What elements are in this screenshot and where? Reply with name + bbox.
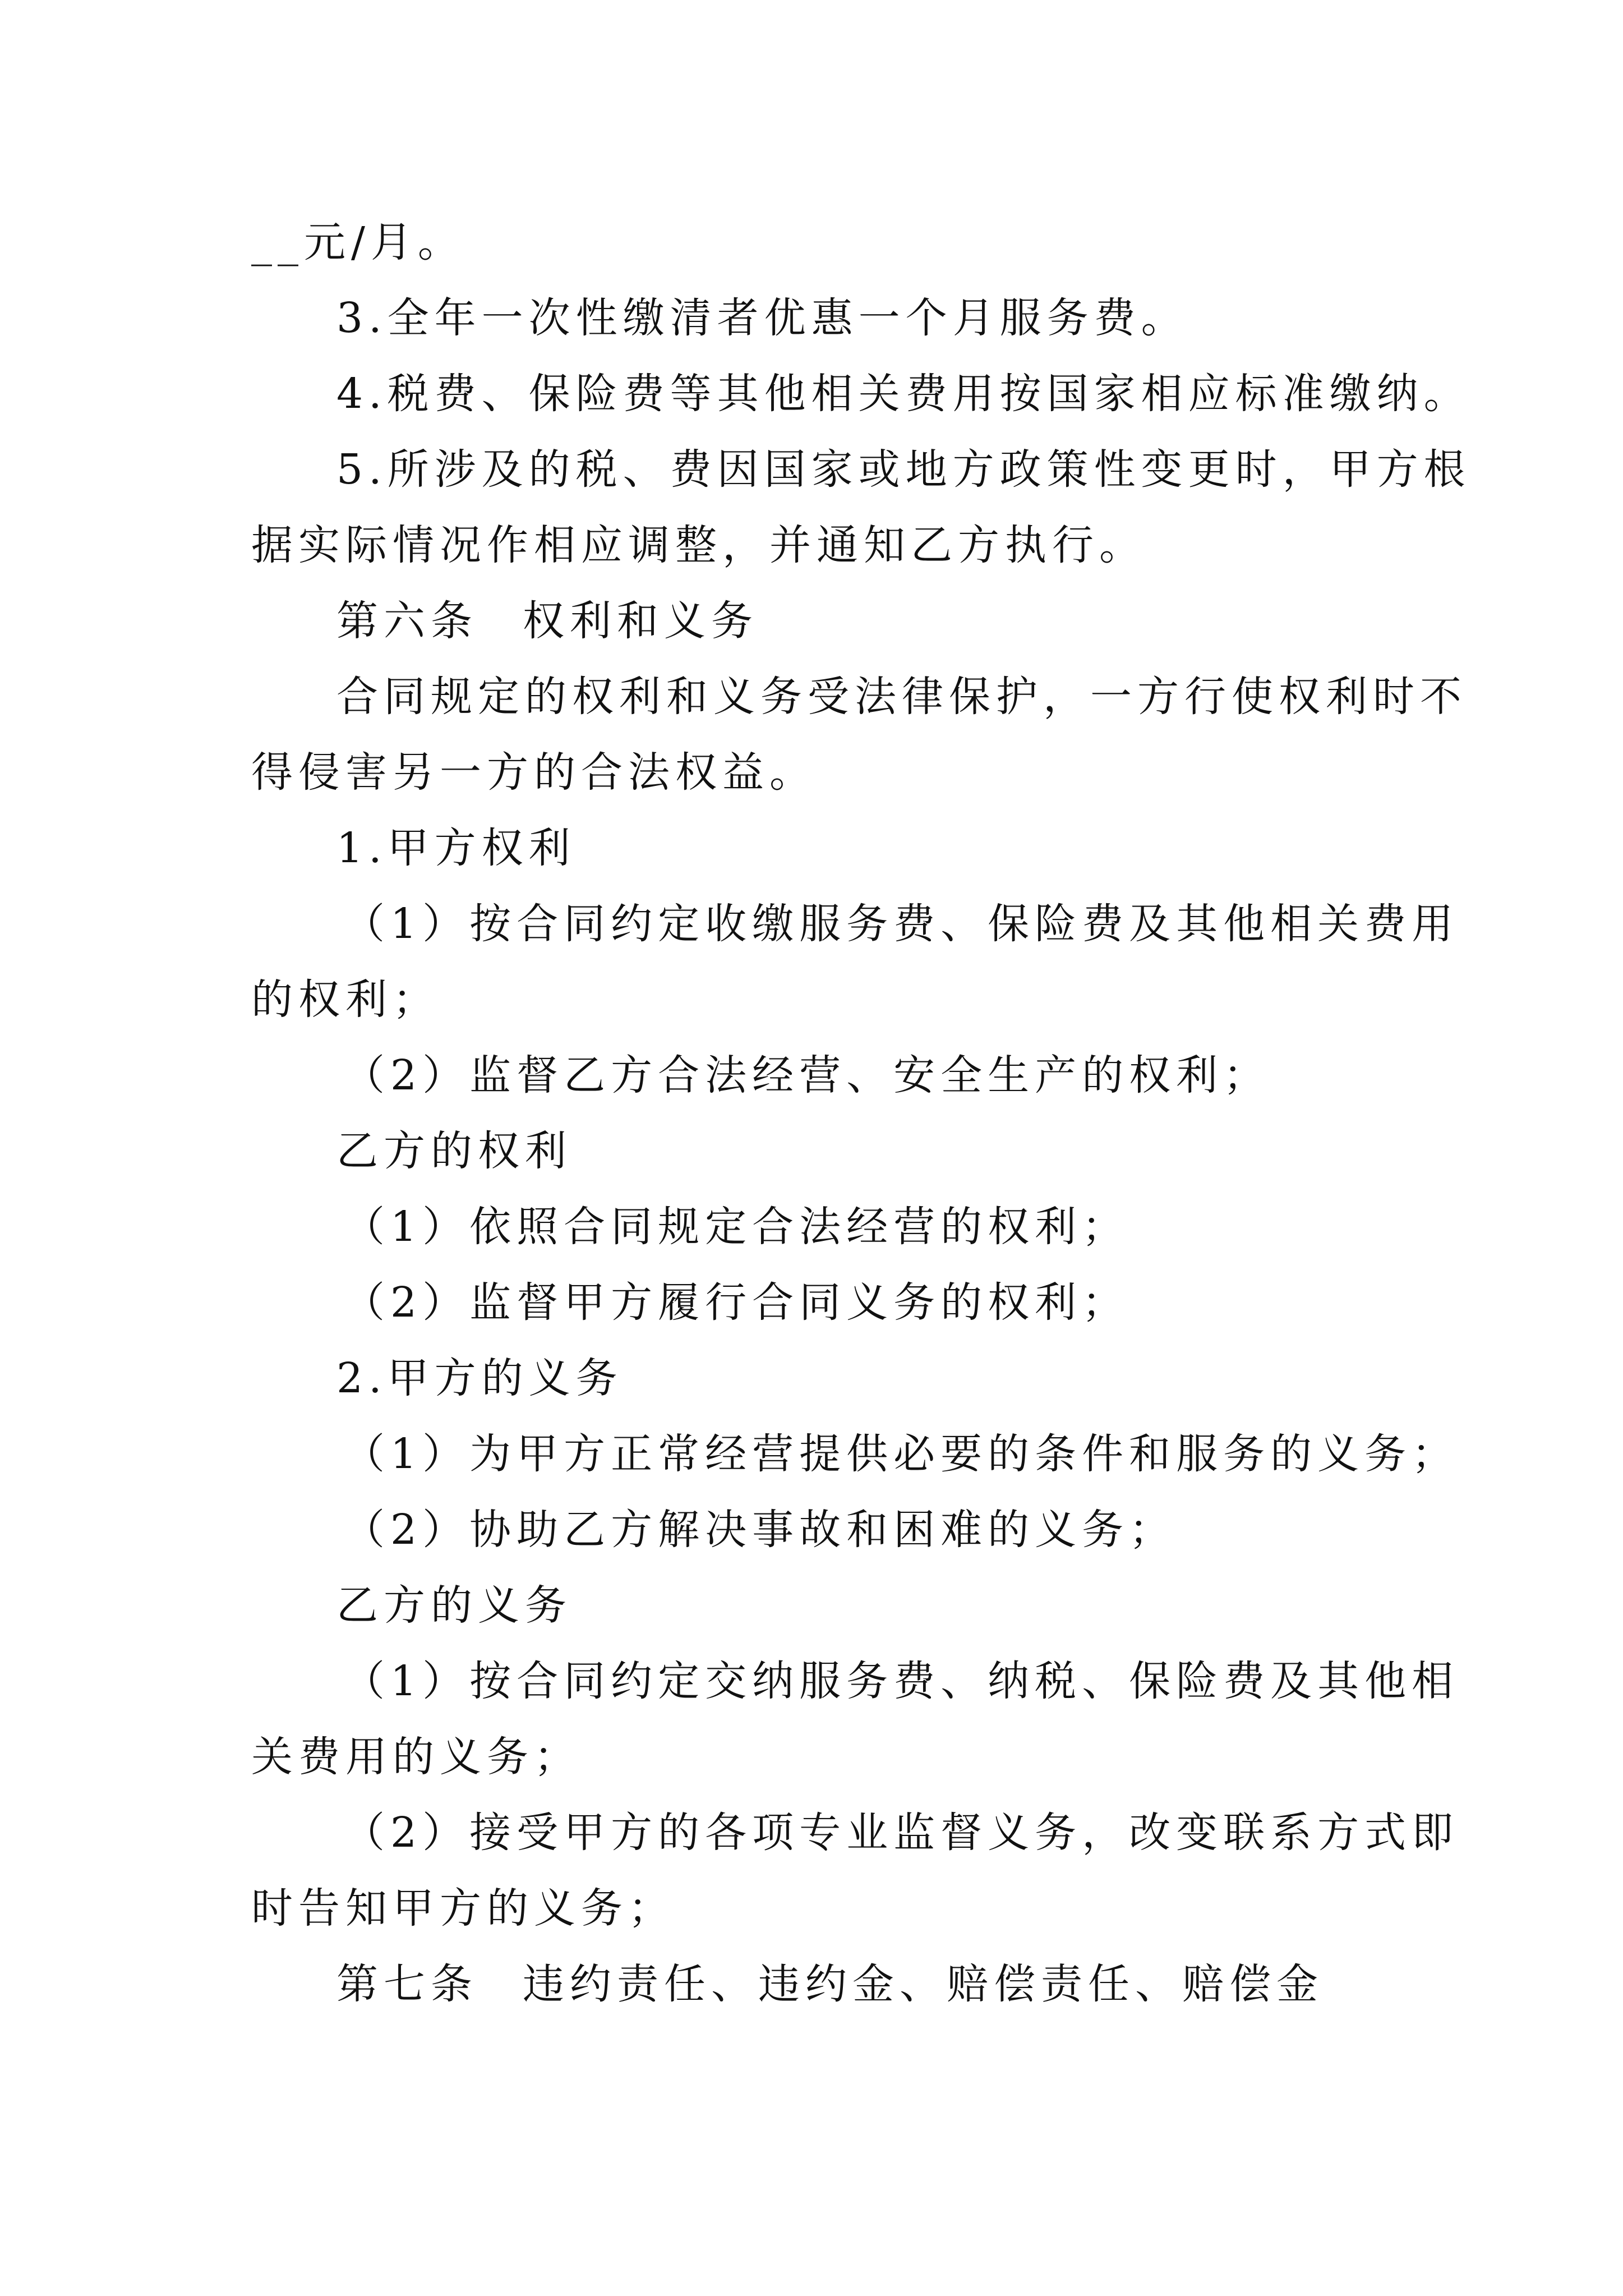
article-title: 违约责任、违约金、赔偿责任、赔偿金 — [523, 1960, 1324, 2008]
list-item: （1）按合同约定收缴服务费、保险费及其他相关费用 — [343, 900, 1459, 948]
section-heading: 1.甲方权利 — [336, 824, 576, 872]
text-line: 3.全年一次性缴清者优惠一个月服务费。 — [336, 294, 1188, 342]
text-line: 4.税费、保险费等其他相关费用按国家相应标准缴纳。 — [336, 370, 1471, 418]
list-item: （2）监督乙方合法经营、安全生产的权利； — [343, 1051, 1271, 1099]
list-item: （2）监督甲方履行合同义务的权利； — [343, 1278, 1129, 1327]
article-number: 第七条 — [336, 1960, 478, 2008]
list-item: （1）按合同约定交纳服务费、纳税、保险费及其他相 — [343, 1657, 1459, 1705]
section-heading: 乙方的义务 — [336, 1581, 572, 1630]
article-title: 权利和义务 — [523, 597, 758, 645]
text-line: 合同规定的权利和义务受法律保护，一方行使权利时不 — [336, 673, 1467, 721]
list-item: （1）依照合同规定合法经营的权利； — [343, 1203, 1129, 1251]
list-item: （1）为甲方正常经营提供必要的条件和服务的义务； — [343, 1430, 1459, 1478]
text-line: 时告知甲方的义务； — [251, 1884, 675, 1932]
article-number: 第六条 — [336, 597, 478, 645]
text-line: 5.所涉及的税、费因国家或地方政策性变更时，甲方根 — [336, 445, 1471, 494]
section-heading: 2.甲方的义务 — [336, 1354, 623, 1402]
section-heading: 乙方的权利 — [336, 1127, 572, 1175]
text-line: 得侵害另一方的合法权益。 — [251, 748, 817, 797]
article-heading — [336, 593, 758, 649]
text-line: __元/月。 — [251, 218, 465, 266]
text-line: 的权利； — [251, 976, 440, 1024]
list-item: （2）协助乙方解决事故和困难的义务； — [343, 1506, 1177, 1554]
text-line: 关费用的义务； — [251, 1733, 581, 1781]
text-line: 据实际情况作相应调整，并通知乙方执行。 — [251, 521, 1146, 569]
article-heading — [336, 1956, 1324, 2012]
list-item: （2）接受甲方的各项专业监督义务，改变联系方式即 — [343, 1809, 1459, 1857]
